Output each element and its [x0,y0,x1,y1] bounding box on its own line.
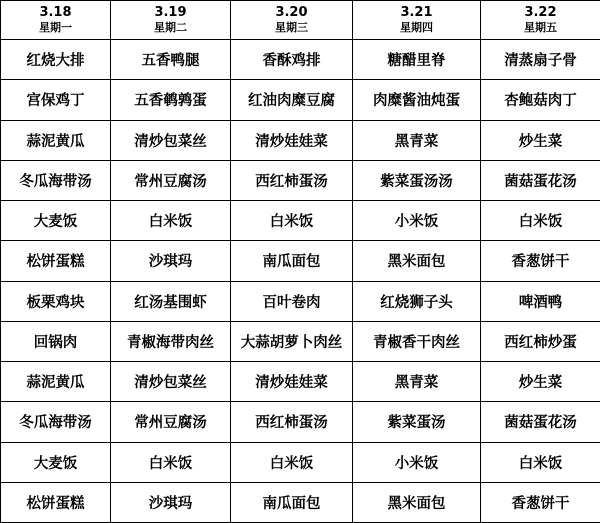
table-row [1,402,600,442]
table-row [1,362,600,402]
dish-cell: 大麦饭 [1,201,111,241]
dish-cell: 小米饭 [353,201,481,241]
dish-cell: 清炒娃娃菜 [231,362,353,402]
dish-cell: 红烧大排 [1,40,111,80]
dish-cell: 南瓜面包 [231,241,353,281]
dish-cell: 香葱饼干 [481,482,600,522]
menu-body [1,40,600,523]
date-label: 3.20 [275,5,308,20]
table-row [1,160,600,200]
dish-cell: 白米饭 [481,442,600,482]
dish-cell: 黑米面包 [353,241,481,281]
dish-cell: 菌菇蛋花汤 [481,402,600,442]
dish-cell: 白米饭 [481,201,600,241]
dish-cell: 红油肉糜豆腐 [231,80,353,120]
dish-cell: 杏鲍菇肉丁 [481,80,600,120]
dish-cell: 清蒸扇子骨 [481,40,600,80]
dish-cell: 菌菇蛋花汤 [481,160,600,200]
dish-cell: 糖醋里脊 [353,40,481,80]
table-row [1,40,600,80]
dish-cell: 常州豆腐汤 [111,402,231,442]
table-row [1,80,600,120]
dish-cell: 五香鸭腿 [111,40,231,80]
dish-cell: 白米饭 [231,201,353,241]
weekday-label: 星期五 [524,21,557,34]
dish-cell: 百叶卷肉 [231,281,353,321]
dish-cell: 小米饭 [353,442,481,482]
dish-cell: 紫菜蛋汤汤 [353,160,481,200]
weekday-label: 星期四 [400,21,433,34]
dish-cell: 炒生菜 [481,120,600,160]
dish-cell: 炒生菜 [481,362,600,402]
dish-cell: 啤酒鸭 [481,281,600,321]
dish-cell: 白米饭 [111,201,231,241]
dish-cell: 香葱饼干 [481,241,600,281]
dish-cell: 紫菜蛋汤 [353,402,481,442]
weekday-label: 星期一 [39,21,72,34]
dish-cell: 沙琪玛 [111,241,231,281]
dish-cell: 清炒包菜丝 [111,362,231,402]
dish-cell: 松饼蛋糕 [1,482,111,522]
weekday-label: 星期二 [154,21,187,34]
table-row [1,482,600,522]
dish-cell: 南瓜面包 [231,482,353,522]
dish-cell: 大蒜胡萝卜肉丝 [231,321,353,361]
dish-cell: 五香鹌鹑蛋 [111,80,231,120]
table-row [1,241,600,281]
date-label: 3.19 [154,5,187,20]
header-row [1,1,600,40]
dish-cell: 松饼蛋糕 [1,241,111,281]
table-row [1,120,600,160]
dish-cell: 沙琪玛 [111,482,231,522]
weekday-label: 星期三 [275,21,308,34]
dish-cell: 西红柿蛋汤 [231,160,353,200]
dish-cell: 回锅肉 [1,321,111,361]
dish-cell: 白米饭 [111,442,231,482]
dish-cell: 西红柿蛋汤 [231,402,353,442]
dish-cell: 蒜泥黄瓜 [1,362,111,402]
dish-cell: 青椒香干肉丝 [353,321,481,361]
dish-cell: 冬瓜海带汤 [1,402,111,442]
dish-cell: 黑米面包 [353,482,481,522]
day-header [1,1,111,40]
dish-cell: 黑青菜 [353,362,481,402]
dish-cell: 常州豆腐汤 [111,160,231,200]
table-row [1,281,600,321]
dish-cell: 蒜泥黄瓜 [1,120,111,160]
dish-cell: 红烧狮子头 [353,281,481,321]
dish-cell: 黑青菜 [353,120,481,160]
table-row [1,201,600,241]
dish-cell: 清炒包菜丝 [111,120,231,160]
table-row [1,321,600,361]
day-header [481,1,600,40]
dish-cell: 冬瓜海带汤 [1,160,111,200]
dish-cell: 红汤基围虾 [111,281,231,321]
dish-cell: 香酥鸡排 [231,40,353,80]
date-label: 3.21 [400,5,433,20]
dish-cell: 青椒海带肉丝 [111,321,231,361]
date-label: 3.22 [524,5,557,20]
dish-cell: 西红柿炒蛋 [481,321,600,361]
day-header [353,1,481,40]
dish-cell: 肉糜酱油炖蛋 [353,80,481,120]
dish-cell: 白米饭 [231,442,353,482]
day-header [231,1,353,40]
dish-cell: 板栗鸡块 [1,281,111,321]
table-row [1,442,600,482]
date-label: 3.18 [39,5,72,20]
dish-cell: 清炒娃娃菜 [231,120,353,160]
dish-cell: 宫保鸡丁 [1,80,111,120]
day-header [111,1,231,40]
dish-cell: 大麦饭 [1,442,111,482]
